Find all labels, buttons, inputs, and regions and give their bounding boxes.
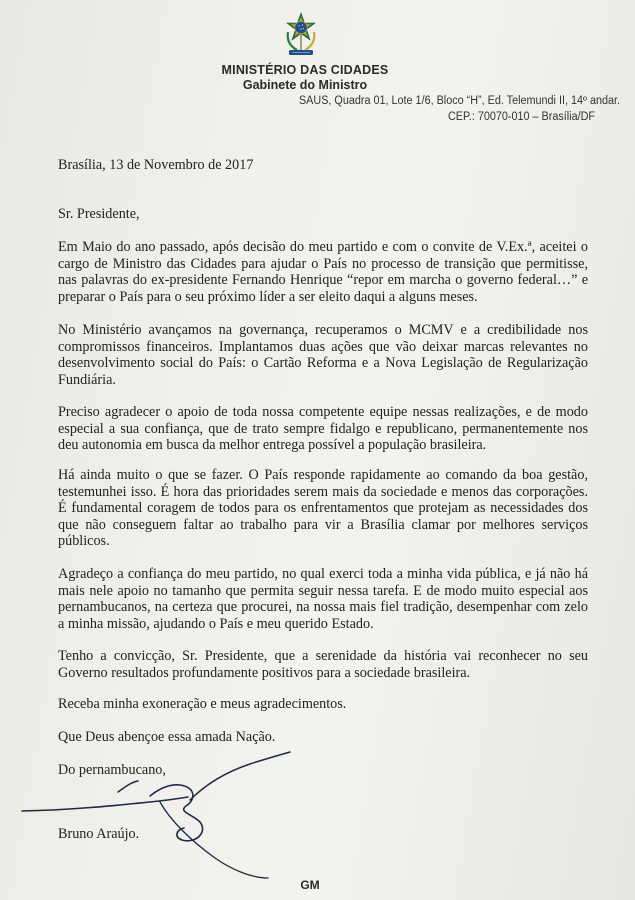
letter-paragraph: Preciso agradecer o apoio de toda nossa competente equipe nessas realizações, e de modo especial a sua confiança, que de trato sempre fidalgo e republicano, permanentemente nos deu autonomia em busca da melhor entrega possível a população brasileira. — [58, 404, 588, 453]
letterhead-address: SAUS, Quadra 01, Lote 1/6, Bloco “H”, Ed. Telemundi II, 14º andar. — [298, 95, 620, 107]
letter-salutation: Sr. Presidente, — [58, 206, 140, 222]
letter-closing: Do pernambucano, — [58, 762, 166, 778]
letter-paragraph: Receba minha exoneração e meus agradecimentos. — [58, 696, 347, 712]
handwritten-signature — [0, 740, 635, 880]
letter-paragraph: Agradeço a confiança do meu partido, no qual exerci toda a minha vida pública, e já não há mais nele apoio no tamanho que permita seguir nessa tarefa. E de modo muito especial aos pernambucanos, na certeza que procurei, na nossa mais fiel tradição, desempenhar com zelo a minha missão, ajudando o País e meu querido Estado. — [58, 566, 588, 632]
letter-paragraph: Em Maio do ano passado, após decisão do meu partido e com o convite de V.Ex.ª, aceitei o cargo de Ministro das Cidades para ajudar o País no processo de transição que permitisse, nas palavras do ex-presidente Fernando Henrique “repor em marcha o governo federal…” e preparar o País para o seu próximo líder a ser eleito daqui a alguns meses. — [58, 239, 588, 305]
letterhead-office: Gabinete do Ministro — [242, 78, 368, 92]
footer-initials: GM — [300, 878, 320, 892]
letter-paragraph: Tenho a convicção, Sr. Presidente, que a serenidade da história vai reconhecer no seu Governo resultados profundamente positivos para a sociedade brasileira. — [58, 648, 588, 681]
coat-of-arms-brazil-icon — [284, 12, 318, 58]
letter-date: Brasília, 13 de Novembro de 2017 — [58, 157, 254, 173]
letter-paragraph: Há ainda muito o que se fazer. O País responde rapidamente ao comando da boa gestão, testemunhei isso. É hora das prioridades serem mais da sociedade e menos das corporações. É fundamental coragem de todos para os enfrentamentos que protejam as necessidades dos que não conseguem faltar ao trabalho para vir a Brasília clamar por melhores serviços públicos. — [58, 467, 588, 549]
letter-paragraph: No Ministério avançamos na governança, recuperamos o MCMV e a credibilidade nos compromissos financeiros. Implantamos duas ações que vão deixar marcas relevantes no desenvolvimento social do País: o Cartão Reforma e a Nova Legislação de Regularização Fundiária. — [58, 322, 588, 388]
letterhead-cep: CEP.: 70070-010 – Brasília/DF — [447, 111, 595, 123]
letter-paragraph: Que Deus abençoe essa amada Nação. — [58, 729, 276, 745]
letterhead-ministry: MINISTÉRIO DAS CIDADES — [221, 63, 389, 77]
letter-signer: Bruno Araújo. — [58, 826, 140, 842]
